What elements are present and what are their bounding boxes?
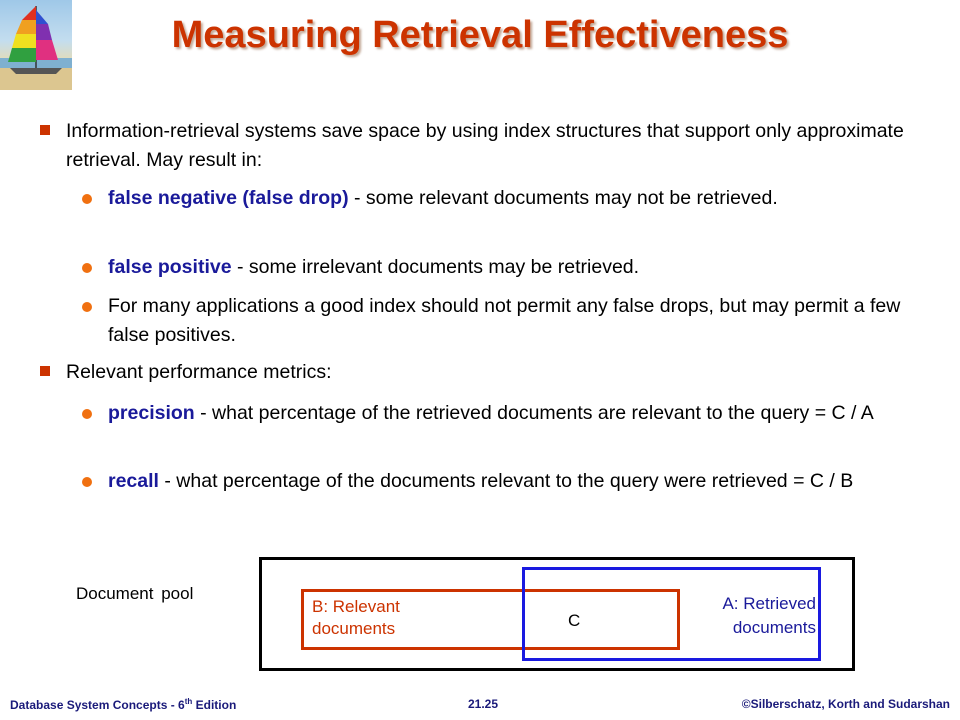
retrieved-label-line2: documents (732, 618, 816, 637)
footer-copyright: ©Silberschatz, Korth and Sudarshan (741, 697, 950, 711)
footer-page-number: 21.25 (468, 697, 499, 711)
relevant-label-line1: B: Relevant (312, 597, 400, 616)
slide-title: Measuring Retrieval Effectiveness (171, 14, 789, 56)
footer-book-prefix: Database System Concepts - 6 (10, 698, 185, 712)
bullet-false-negative (108, 184, 928, 213)
footer-book-title (10, 697, 236, 712)
intersection-label: C (568, 611, 581, 630)
term-precision: precision (108, 402, 195, 424)
bullet-recall (108, 467, 928, 496)
bullet-false-positive (108, 253, 928, 282)
footer-book-suffix: Edition (192, 698, 237, 712)
bullet-good-index: For many applications a good index should not permit any false drops, but may permit a few false positives. (108, 295, 901, 346)
term-recall: recall (108, 470, 159, 492)
dot-bullet-icon (82, 409, 92, 419)
false-positive-description: - some irrelevant documents may be retrieved. (231, 256, 640, 278)
precision-description: - what percentage of the retrieved documents are relevant to the query = C / A (194, 402, 874, 424)
term-false-positive: false positive (108, 256, 232, 278)
retrieved-documents-label (686, 592, 816, 640)
footer-edition-sup: th (184, 697, 193, 706)
document-pool-label: Document pool (76, 584, 194, 603)
dot-bullet-icon (82, 263, 92, 273)
dot-bullet-icon (82, 194, 92, 204)
dot-bullet-icon (82, 477, 92, 487)
recall-description: - what percentage of the documents relevant to the query were retrieved = C / B (158, 470, 854, 492)
false-negative-description: - some relevant documents may not be retrieved. (348, 187, 778, 209)
square-bullet-icon (40, 125, 50, 135)
bullet-approximate-retrieval: Information-retrieval systems save space by using index structures that support only approximate retrieval. May result in: (66, 120, 904, 171)
bullet-performance-metrics: Relevant performance metrics: (66, 361, 332, 383)
term-false-negative: false negative (false drop) (108, 187, 349, 209)
retrieved-label-line1: A: Retrieved (722, 594, 816, 613)
dot-bullet-icon (82, 302, 92, 312)
relevant-documents-label (312, 596, 492, 640)
relevant-label-line2: documents (312, 619, 396, 638)
bullet-precision (108, 399, 928, 428)
square-bullet-icon (40, 366, 50, 376)
